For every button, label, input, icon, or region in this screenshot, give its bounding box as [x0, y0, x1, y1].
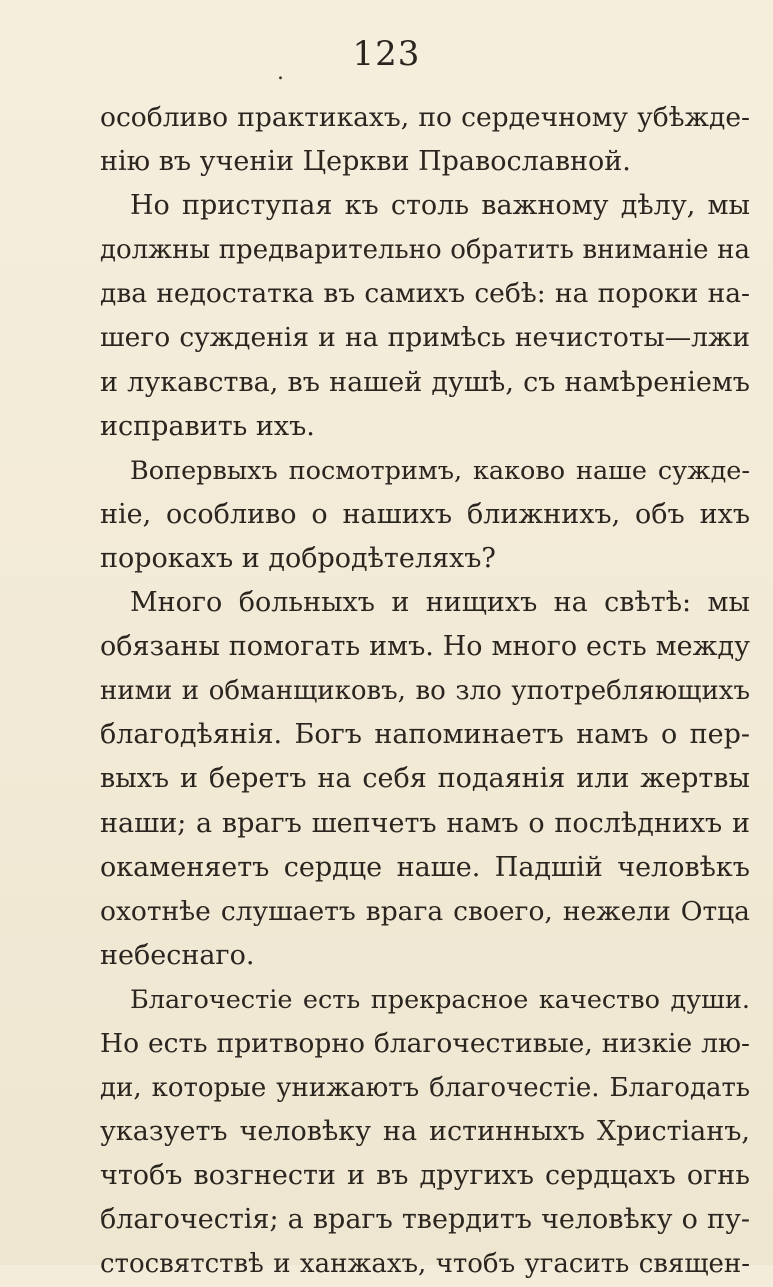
page-number: 123 — [352, 34, 421, 74]
text-line: наши; а врагъ шепчетъ намъ о послѣднихъ и — [100, 807, 750, 839]
body-text — [100, 96, 750, 1287]
text-line: окаменяетъ сердце наше. Падшій человѣкъ — [100, 851, 750, 883]
header-mark: . — [277, 60, 284, 85]
text-line: два недостатка въ самихъ себѣ: на пороки на- — [100, 278, 750, 310]
text-line: нію въ ученіи Церкви Православной. — [100, 146, 631, 178]
text-line: чтобъ возгнести и въ другихъ сердцахъ огнь — [100, 1160, 750, 1192]
text-line: шего сужденія и на примѣсь нечистоты—лжи — [100, 322, 750, 354]
text-line: ніе, особливо о нашихъ ближнихъ, объ ихъ — [100, 498, 750, 530]
text-line: и лукавства, въ нашей душѣ, съ намѣреніемъ — [100, 366, 750, 398]
text-line: Вопервыхъ посмотримъ, каково наше сужде- — [130, 455, 750, 486]
text-line: Много больныхъ и нищихъ на свѣтѣ: мы — [130, 587, 750, 619]
text-line: ними и обманщиковъ, во зло употребляющихъ — [100, 676, 750, 707]
text-line: порокахъ и добродѣтеляхъ? — [100, 542, 496, 574]
text-line: Благочестіе есть прекрасное качество души. — [130, 984, 750, 1015]
text-line: Но есть притворно благочестивые, низкіе лю- — [100, 1027, 750, 1059]
text-line: особливо практикахъ, по сердечному убѣжде- — [100, 102, 750, 133]
page-header — [0, 28, 773, 85]
text-line: небеснаго. — [100, 939, 255, 971]
text-line: выхъ и беретъ на себя подаянія или жертвы — [100, 763, 750, 795]
text-line: Но приступая къ столь важному дѣлу, мы — [130, 190, 750, 222]
text-line: ди, которые унижаютъ благочестіе. Благодать — [100, 1073, 750, 1104]
text-line: обязаны помогать имъ. Но много есть между — [100, 631, 750, 663]
text-line: благодѣянія. Богъ напоминаетъ намъ о пер- — [100, 719, 750, 751]
text-line: охотнѣе слушаетъ врага своего, нежели Отца — [100, 895, 750, 927]
text-line: указуетъ человѣку на истинныхъ Христіанъ, — [100, 1116, 750, 1148]
text-line: исправить ихъ. — [100, 410, 315, 442]
text-line: должны предварительно обратить вниманіе на — [100, 235, 750, 266]
text-line: стосвятствѣ и ханжахъ, чтобъ угасить священ- — [100, 1249, 750, 1280]
text-line: благочестія; а врагъ твердитъ человѣку о пу- — [100, 1204, 750, 1236]
